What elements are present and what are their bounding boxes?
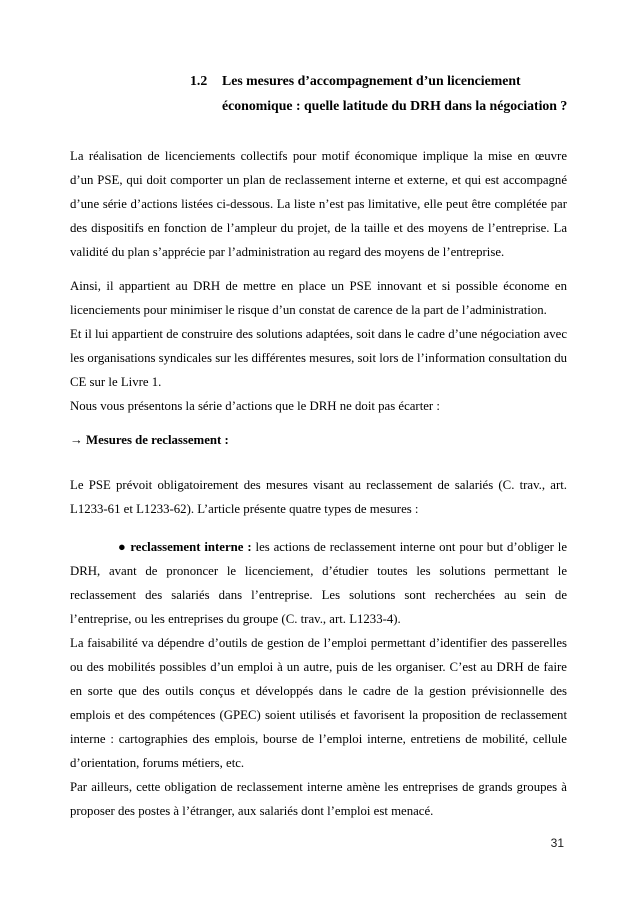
document-body: [70, 144, 567, 823]
section-title-line1: Les mesures d’accompagnement d’un licenciement: [222, 73, 521, 88]
section-number: 1.2: [190, 73, 208, 88]
paragraph-reclassement-interne: [70, 535, 567, 631]
paragraph-intro: La réalisation de licenciements collectifs pour motif économique implique la mise en œuvre d’un PSE, qui doit comporter un plan de reclassement interne et externe, et qui est accompagné d’une série d’actions listées ci-dessous. La liste n’est pas limitative, elle peut être complétée par des dispositifs en fonction de l’ampleur du projet, de la taille et des moyens de l’entreprise. La validité du plan s’apprécie par l’administration au regard des moyens de l’entreprise.: [70, 149, 567, 259]
paragraph-par-ailleurs: Par ailleurs, cette obligation de reclassement interne amène les entreprises de grands groupes à proposer des postes à l’étranger, aux salariés dont l’emploi est menacé.: [70, 780, 567, 818]
paragraph-faisabilite: La faisabilité va dépendre d’outils de gestion de l’emploi permettant d’identifier des passerelles ou des mobilités possibles d’un emploi à un autre, puis de les organiser. C’est au DRH de faire en sorte que des outils conçus et développés dans le cadre de la gestion prévisionnelle des emplois et des compétences (GPEC) soient utilisés et favorisent la proposition de reclassement interne : cartographies des emplois, bourse de l’emploi interne, entretiens de mobilité, cellule d’orientation, forums métiers, etc.: [70, 636, 567, 770]
section-heading: [190, 68, 567, 118]
section-title: [222, 68, 567, 118]
paragraph-et-il: Et il lui appartient de construire des solutions adaptées, soit dans le cadre d’une négociation avec les organisations syndicales sur les différentes mesures, soit lors de l’information consultation du CE sur le Livre 1.: [70, 327, 567, 389]
paragraph-pse: Le PSE prévoit obligatoirement des mesures visant au reclassement de salariés (C. trav., art. L1233-61 et L1233-62). L’article présente quatre types de mesures :: [70, 478, 567, 516]
paragraph-nous: Nous vous présentons la série d’actions que le DRH ne doit pas écarter :: [70, 399, 440, 413]
bullet-label: reclassement interne :: [130, 540, 252, 554]
bullet-text: les actions de reclassement interne ont pour but d’obliger le DRH, avant de prononcer le licenciement, d’étudier toutes les solutions permettant le reclassement des salariés dans l’entreprise. Les solutions sont recherchées au sein de l’entreprise, ou les entreprises du groupe (C. trav., art. L1233-4).: [70, 540, 568, 626]
paragraph-ainsi: Ainsi, il appartient au DRH de mettre en place un PSE innovant et si possible économe en licenciements pour minimiser le risque d’un constat de carence de la part de l’administration.: [70, 279, 567, 317]
page-number: 31: [550, 836, 564, 850]
section-title-line2: économique : quelle latitude du DRH dans la négociation ?: [222, 98, 568, 113]
bullet-icon: ●: [118, 540, 127, 554]
subheading-mesures-reclassement: → Mesures de reclassement :: [70, 433, 229, 447]
